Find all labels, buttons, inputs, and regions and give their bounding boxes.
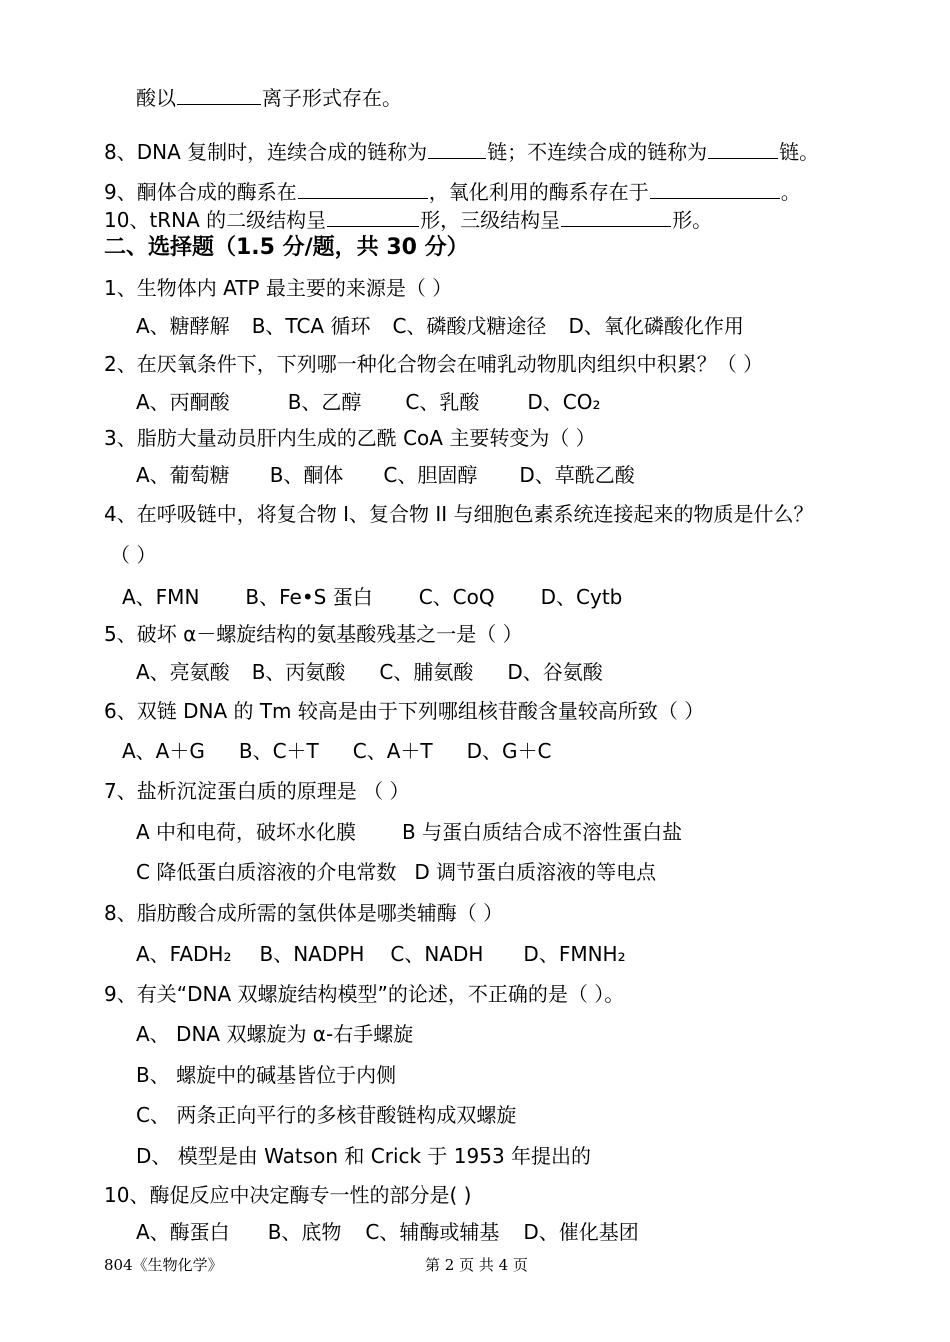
answer-blank[interactable] bbox=[708, 138, 778, 159]
answer-blank[interactable] bbox=[650, 178, 780, 199]
option-d[interactable]: D、CO₂ bbox=[527, 390, 601, 414]
question-2-stem: 2、在厌氧条件下，下列哪一种化合物会在哺乳动物肌肉组织中积累？（ ） bbox=[104, 352, 764, 376]
option-c[interactable]: C、脯氨酸 bbox=[379, 660, 474, 684]
question-1-stem: 1、生物体内 ATP 最主要的来源是（ ） bbox=[104, 276, 453, 300]
text: 10、tRNA 的二级结构呈 bbox=[104, 208, 327, 232]
question-9-option-a[interactable]: A、 DNA 双螺旋为 α-右手螺旋 bbox=[136, 1022, 414, 1046]
option-d[interactable]: D、FMNH₂ bbox=[523, 942, 626, 966]
question-8-stem: 8、脂肪酸合成所需的氢供体是哪类辅酶（ ） bbox=[104, 901, 504, 925]
fill-line-acid bbox=[136, 84, 402, 112]
option-b[interactable]: B、酮体 bbox=[269, 463, 344, 487]
question-7-options-row2 bbox=[136, 858, 678, 886]
question-4-stem: 4、在呼吸链中，将复合物 I、复合物 II 与细胞色素系统连接起来的物质是什么？ bbox=[104, 502, 814, 526]
text: 形，三级结构呈 bbox=[420, 208, 561, 232]
option-c[interactable]: C、A＋T bbox=[352, 739, 433, 763]
question-4-paren: （ ） bbox=[110, 543, 157, 567]
option-b[interactable]: B、丙氨酸 bbox=[251, 660, 346, 684]
question-6-stem: 6、双链 DNA 的 Tm 较高是由于下列哪组核苷酸含量较高所致（ ） bbox=[104, 699, 705, 723]
option-d[interactable]: D 调节蛋白质溶液的等电点 bbox=[414, 860, 657, 884]
option-b[interactable]: B、TCA 循环 bbox=[251, 314, 371, 338]
question-10-options bbox=[136, 1218, 661, 1246]
text: ，氧化利用的酶系存在于 bbox=[428, 180, 649, 204]
question-7-options-row1 bbox=[136, 818, 704, 846]
option-d[interactable]: D、G＋C bbox=[466, 739, 552, 763]
text: 酸以 bbox=[136, 86, 176, 110]
text: 形。 bbox=[672, 208, 713, 232]
option-a[interactable]: A、丙酮酸 bbox=[136, 390, 230, 414]
text: 8、DNA 复制时，连续合成的链称为 bbox=[104, 140, 428, 164]
text: 9、酮体合成的酶系在 bbox=[104, 180, 297, 204]
option-b[interactable]: B、Fe•S 蛋白 bbox=[245, 585, 373, 609]
answer-blank[interactable] bbox=[177, 84, 261, 105]
text: 链；不连续合成的链称为 bbox=[487, 140, 708, 164]
answer-blank[interactable] bbox=[561, 206, 671, 227]
question-4-options bbox=[122, 583, 644, 611]
option-c[interactable]: C、胆固醇 bbox=[383, 463, 478, 487]
option-d[interactable]: D、氧化磷酸化作用 bbox=[568, 314, 744, 338]
option-c[interactable]: C 降低蛋白质溶液的介电常数 bbox=[136, 860, 397, 884]
option-a[interactable]: A、FMN bbox=[122, 585, 200, 609]
option-c[interactable]: C、磷酸戊糖途径 bbox=[392, 314, 547, 338]
option-a[interactable]: A、FADH₂ bbox=[136, 942, 232, 966]
question-6-options bbox=[122, 737, 574, 765]
option-a[interactable]: A、酶蛋白 bbox=[136, 1220, 230, 1244]
option-c[interactable]: C、NADH bbox=[390, 942, 484, 966]
answer-blank[interactable] bbox=[298, 178, 428, 199]
question-7-stem: 7、盐析沉淀蛋白质的原理是 （ ） bbox=[104, 779, 410, 803]
option-d[interactable]: D、催化基团 bbox=[523, 1220, 639, 1244]
question-3-options bbox=[136, 461, 657, 489]
question-9-option-b[interactable]: B、 螺旋中的碱基皆位于内侧 bbox=[136, 1063, 397, 1087]
option-d[interactable]: D、Cytb bbox=[540, 585, 623, 609]
question-1-options bbox=[136, 312, 766, 340]
option-b[interactable]: B、NADPH bbox=[259, 942, 365, 966]
option-d[interactable]: D、谷氨酸 bbox=[507, 660, 603, 684]
option-a[interactable]: A、葡萄糖 bbox=[136, 463, 230, 487]
footer-page-number: 第 2 页 共 4 页 bbox=[425, 1256, 528, 1274]
option-a[interactable]: A、A＋G bbox=[122, 739, 205, 763]
question-3-stem: 3、脂肪大量动员肝内生成的乙酰 CoA 主要转变为（ ） bbox=[104, 426, 596, 450]
option-c[interactable]: C、CoQ bbox=[418, 585, 495, 609]
section-title: 二、选择题（1.5 分/题，共 30 分） bbox=[104, 235, 469, 260]
option-b[interactable]: B、乙醇 bbox=[287, 390, 362, 414]
option-a[interactable]: A、亮氨酸 bbox=[136, 660, 230, 684]
question-5-options bbox=[136, 658, 625, 686]
question-5-stem: 5、破坏 α－螺旋结构的氨基酸残基之一是（ ） bbox=[104, 622, 523, 646]
option-b[interactable]: B、C＋T bbox=[238, 739, 319, 763]
option-b[interactable]: B、底物 bbox=[267, 1220, 342, 1244]
fill-question-8 bbox=[104, 138, 819, 166]
footer-course: 804《生物化学》 bbox=[104, 1256, 223, 1274]
answer-blank[interactable] bbox=[428, 138, 486, 159]
question-9-option-c[interactable]: C、 两条正向平行的多核苷酸链构成双螺旋 bbox=[136, 1103, 517, 1127]
text: 离子形式存在。 bbox=[262, 86, 402, 110]
option-d[interactable]: D、草酰乙酸 bbox=[519, 463, 635, 487]
question-9-stem: 9、有关“DNA 双螺旋结构模型”的论述，不正确的是（ ）。 bbox=[104, 982, 625, 1006]
option-b[interactable]: B 与蛋白质结合成不溶性蛋白盐 bbox=[402, 820, 683, 844]
option-a[interactable]: A 中和电荷，破坏水化膜 bbox=[136, 820, 357, 844]
fill-question-9 bbox=[104, 178, 801, 206]
answer-blank[interactable] bbox=[327, 206, 419, 227]
fill-question-10 bbox=[104, 206, 712, 234]
question-9-option-d[interactable]: D、 模型是由 Watson 和 Crick 于 1953 年提出的 bbox=[136, 1144, 592, 1168]
option-c[interactable]: C、乳酸 bbox=[405, 390, 480, 414]
question-10-stem: 10、酶促反应中决定酶专一性的部分是( ) bbox=[104, 1183, 472, 1207]
option-a[interactable]: A、糖酵解 bbox=[136, 314, 230, 338]
text: 。 bbox=[780, 180, 801, 204]
question-8-options bbox=[136, 940, 648, 968]
question-2-options bbox=[136, 388, 623, 416]
option-c[interactable]: C、辅酶或辅基 bbox=[365, 1220, 500, 1244]
text: 链。 bbox=[779, 140, 820, 164]
